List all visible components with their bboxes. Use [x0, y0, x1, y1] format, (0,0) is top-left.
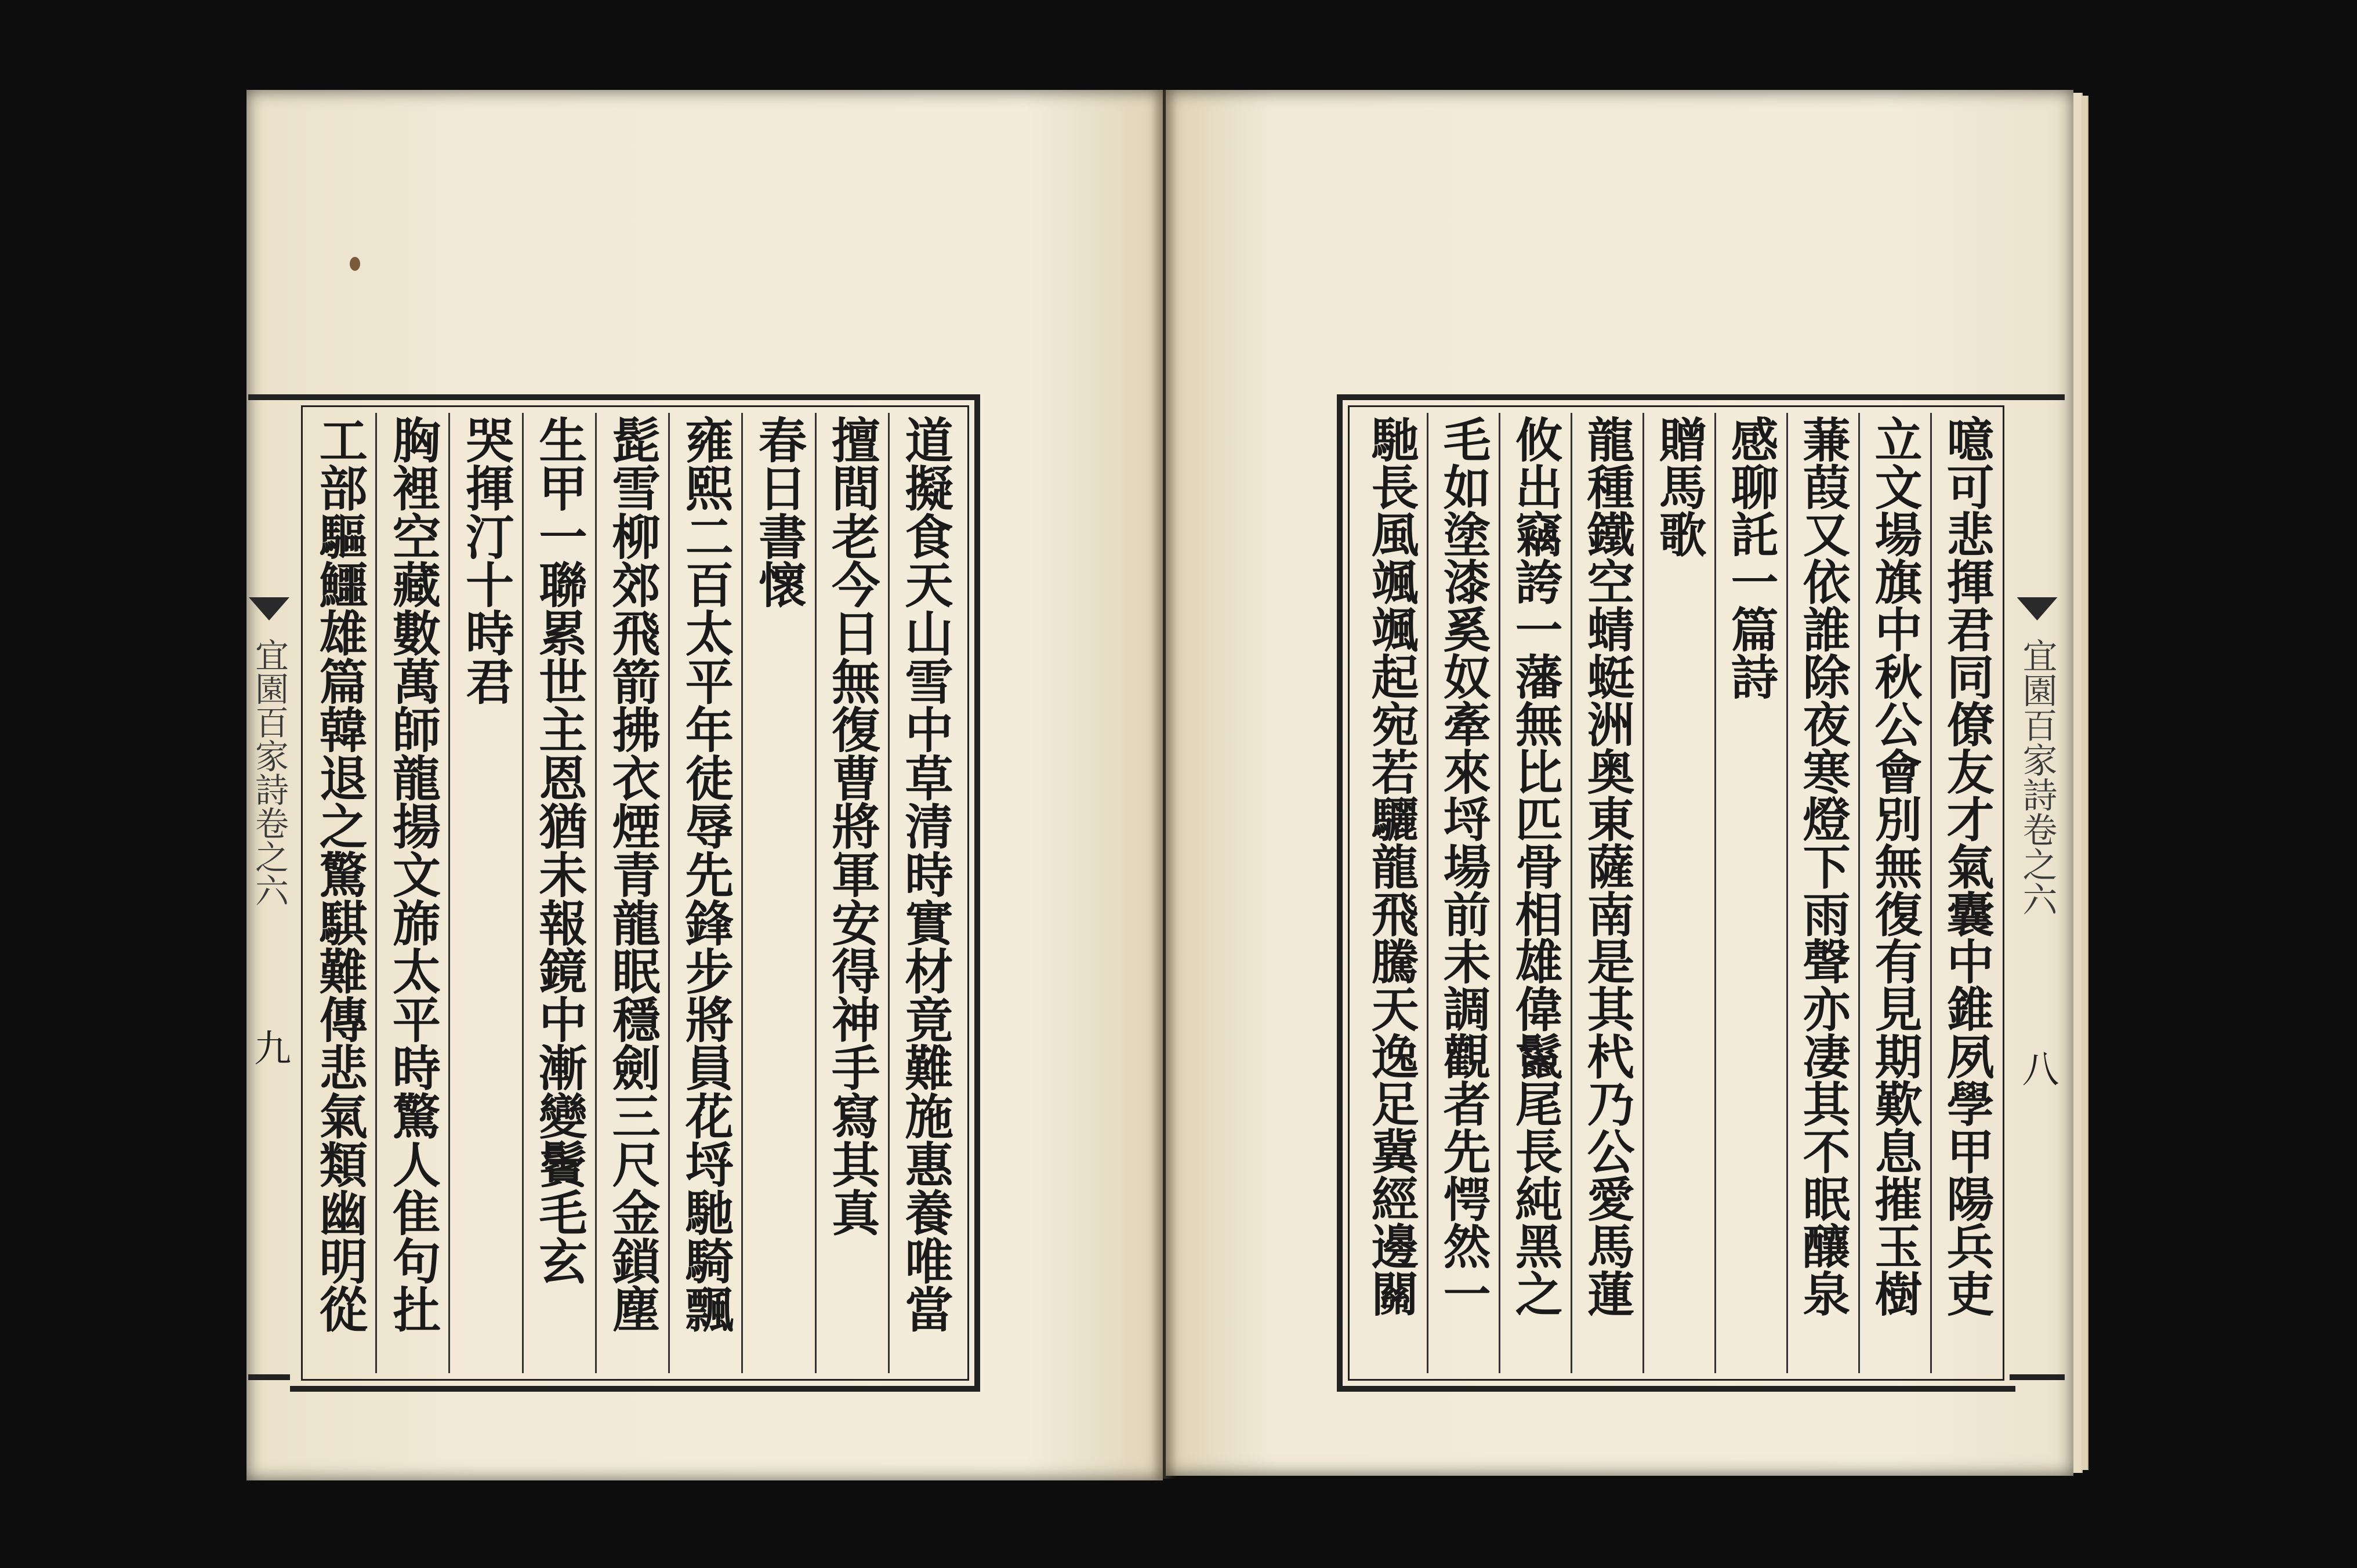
folio-number: 八: [2015, 1050, 2059, 1087]
text-column: 毛如塗漆奚奴牽來埒場前未調觀者先愕然一: [1435, 415, 1491, 1317]
text-column: 胸裡空藏數萬師龍揚文旆太平時驚人隹句扗: [384, 415, 441, 1333]
column-rule: [741, 413, 743, 1373]
column-rule: [1714, 413, 1716, 1373]
column-rule: [595, 413, 597, 1373]
text-column: 擅間老今日無復曹將軍安得神手寫其真: [823, 415, 880, 1237]
column-rule: [1786, 413, 1788, 1373]
text-column: 雍熙二百太平年徒辱先鋒步將員花埒馳騎飄: [677, 415, 734, 1333]
text-frame-right: [1337, 394, 2015, 1392]
column-rule: [375, 413, 377, 1373]
text-column: 噫可悲揮君同僚友才氣囊中錐夙學甲陽兵吏: [1939, 415, 1995, 1317]
text-column: 工部驅鱷雄篇韓退之驚騏難傳悲氣類幽明從: [311, 415, 368, 1333]
fish-tail-mark: [249, 597, 289, 620]
column-rule: [1642, 413, 1644, 1373]
text-column: 贈馬歌: [1651, 415, 1707, 558]
text-column: 蒹葭又依誰除夜寒燈下雨聲亦凄其不眠釀泉: [1795, 415, 1851, 1317]
text-column: 髭雪柳郊飛箭拂衣煙青龍眠穩劍三尺金鎖塵: [604, 415, 661, 1333]
left-fore-edge: [248, 394, 290, 1380]
column-rule: [1930, 413, 1932, 1373]
text-column: 立文場旗中秋公會別無復有見期歎息摧玉樹: [1867, 415, 1923, 1317]
text-column: 生甲一聯累世主恩猶未報鏡中漸變鬢毛玄: [530, 415, 588, 1285]
column-rule: [448, 413, 450, 1373]
column-rule: [1858, 413, 1860, 1373]
column-rule: [1427, 413, 1428, 1373]
page-edge: [2082, 96, 2088, 1470]
column-rule: [815, 413, 817, 1373]
column-rule: [1571, 413, 1572, 1373]
text-column: 哭揮汀十時君: [457, 415, 514, 705]
text-column: 道擬食天山雪中草清時實材竟難施惠養唯當: [896, 415, 953, 1333]
text-column: 龍種鐵空蜻蜓洲奥東薩南是其杙乃公愛馬蓮: [1579, 415, 1635, 1317]
ink-stain: [350, 257, 360, 271]
text-column: 攸出竊誇一藩無比匹骨相雄偉鬣尾長純黑之: [1507, 415, 1563, 1317]
right-fore-edge: [2010, 394, 2065, 1380]
column-rule: [668, 413, 670, 1373]
column-rule: [1499, 413, 1500, 1373]
column-rule: [522, 413, 524, 1373]
book-title-center: 宜園百家詩卷之六: [249, 638, 289, 907]
fish-tail-mark: [2017, 597, 2058, 620]
text-column: 春日書懷: [750, 415, 807, 609]
book-gutter: [1151, 90, 1177, 1479]
text-column: 馳長風颯颯起宛若驪龍飛騰天逸足冀經邊關: [1364, 415, 1419, 1317]
book-title-center: 宜園百家詩卷之六: [2017, 638, 2058, 916]
text-frame-left: [290, 394, 980, 1392]
column-rule: [888, 413, 890, 1373]
folio-number: 九: [248, 1029, 291, 1066]
text-column: 感聊託一篇詩: [1723, 415, 1779, 700]
